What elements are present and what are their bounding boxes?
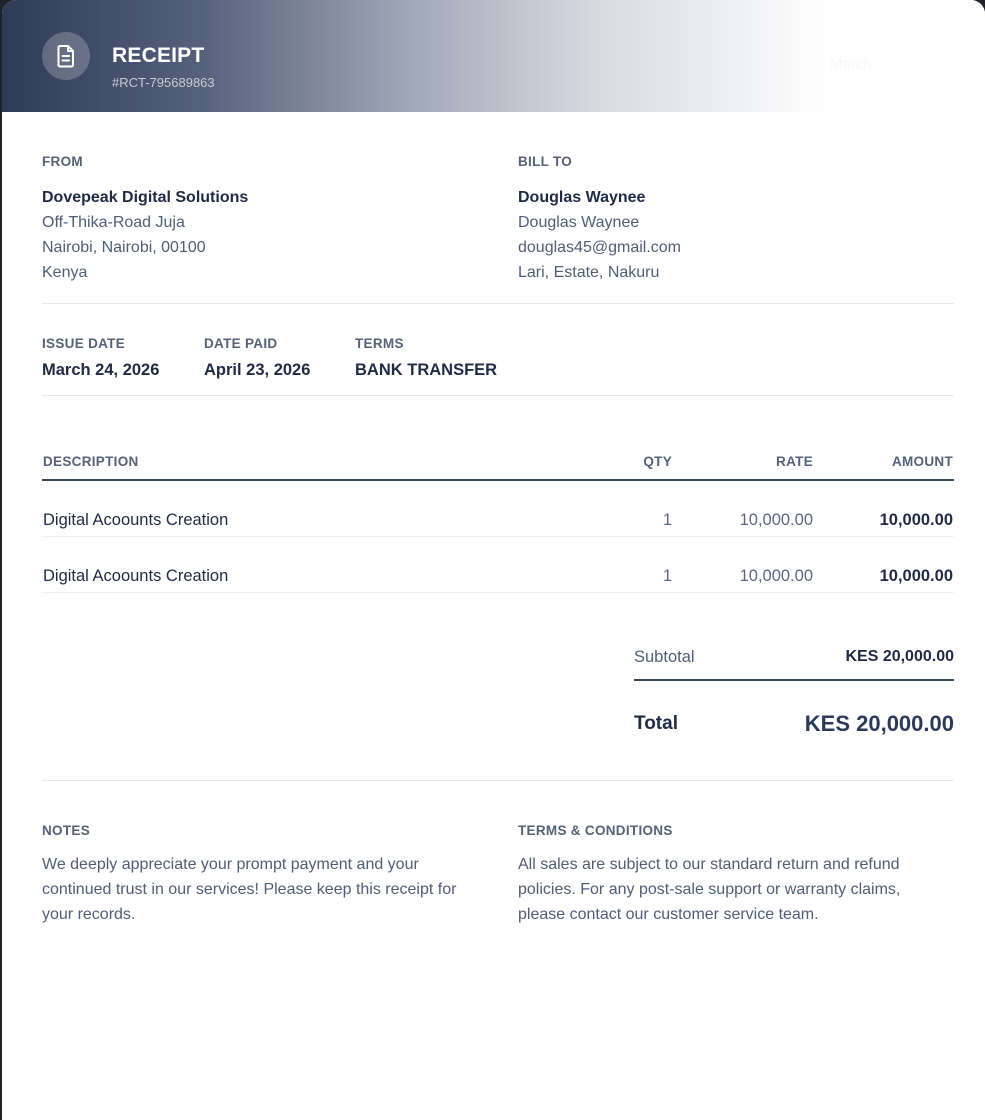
- subtotal-row: [634, 645, 954, 681]
- subtotal-value: KES 20,000.00: [845, 648, 954, 665]
- item-qty: 1: [662, 511, 672, 529]
- issue-date-block: [42, 336, 159, 380]
- terms-label: TERMS: [355, 336, 404, 351]
- receipt-header: [2, 0, 985, 112]
- bill-to-address: Lari, Estate, Nakuru: [518, 264, 660, 281]
- issue-date-value: March 24, 2026: [42, 361, 160, 379]
- item-amount: 10,000.00: [879, 567, 953, 585]
- document-icon-glyph: [55, 44, 77, 68]
- terms-value: BANK TRANSFER: [355, 361, 498, 379]
- receipt-title: RECEIPT: [112, 44, 205, 67]
- bill-to-line: Douglas Waynee: [518, 214, 640, 231]
- header-faded-date: March: [830, 56, 872, 73]
- dates-section: [42, 304, 954, 396]
- bill-to-email: douglas45@gmail.com: [518, 239, 681, 256]
- totals-section: [634, 645, 954, 741]
- item-description: Digital Acoounts Creation: [43, 567, 229, 585]
- total-value: KES 20,000.00: [804, 711, 954, 736]
- bill-to-label: BILL TO: [518, 154, 573, 169]
- notes-block: [42, 823, 472, 927]
- terms-conditions-label: TERMS & CONDITIONS: [518, 823, 673, 838]
- item-rate: 10,000.00: [739, 567, 813, 585]
- notes-text: We deeply appreciate your prompt payment and your continued trust in our services! Please keep this receipt for your records.: [42, 856, 457, 923]
- issue-date-label: ISSUE DATE: [42, 336, 126, 351]
- item-qty: 1: [662, 567, 672, 585]
- from-address-line: Off-Thika-Road Juja: [42, 214, 185, 231]
- from-company-name: Dovepeak Digital Solutions: [42, 189, 249, 206]
- terms-conditions-block: [518, 823, 948, 927]
- column-header-rate: RATE: [776, 454, 813, 469]
- from-address-line: Kenya: [42, 264, 88, 281]
- line-items-table: [42, 450, 954, 593]
- date-paid-block: [204, 336, 310, 380]
- from-address-line: Nairobi, Nairobi, 00100: [42, 239, 206, 256]
- document-icon: [42, 32, 90, 80]
- terms-conditions-text: All sales are subject to our standard return and refund policies. For any post-sale support or warranty claims, please contact our customer service team.: [518, 856, 901, 923]
- item-description: Digital Acoounts Creation: [43, 511, 229, 529]
- bill-to-block: [518, 154, 958, 285]
- table-row: [42, 537, 954, 593]
- from-block: [42, 154, 482, 285]
- table-header: [42, 450, 954, 481]
- column-header-description: DESCRIPTION: [43, 454, 139, 469]
- bill-to-name: Douglas Waynee: [518, 189, 646, 206]
- date-paid-label: DATE PAID: [204, 336, 278, 351]
- column-header-amount: AMOUNT: [891, 454, 953, 469]
- total-label: Total: [634, 713, 678, 734]
- parties-section: [42, 112, 954, 304]
- from-label: FROM: [42, 154, 83, 169]
- item-rate: 10,000.00: [739, 511, 813, 529]
- table-row: [42, 481, 954, 537]
- receipt-content: [42, 112, 954, 923]
- terms-block: [355, 336, 497, 380]
- subtotal-label: Subtotal: [634, 648, 695, 666]
- notes-label: NOTES: [42, 823, 91, 838]
- receipt-number: #RCT-795689863: [112, 75, 215, 90]
- total-row: [634, 681, 954, 741]
- footer-divider: [42, 780, 954, 781]
- item-amount: 10,000.00: [879, 511, 953, 529]
- column-header-qty: QTY: [643, 454, 672, 469]
- date-paid-value: April 23, 2026: [204, 361, 311, 379]
- receipt-page: [2, 0, 985, 1120]
